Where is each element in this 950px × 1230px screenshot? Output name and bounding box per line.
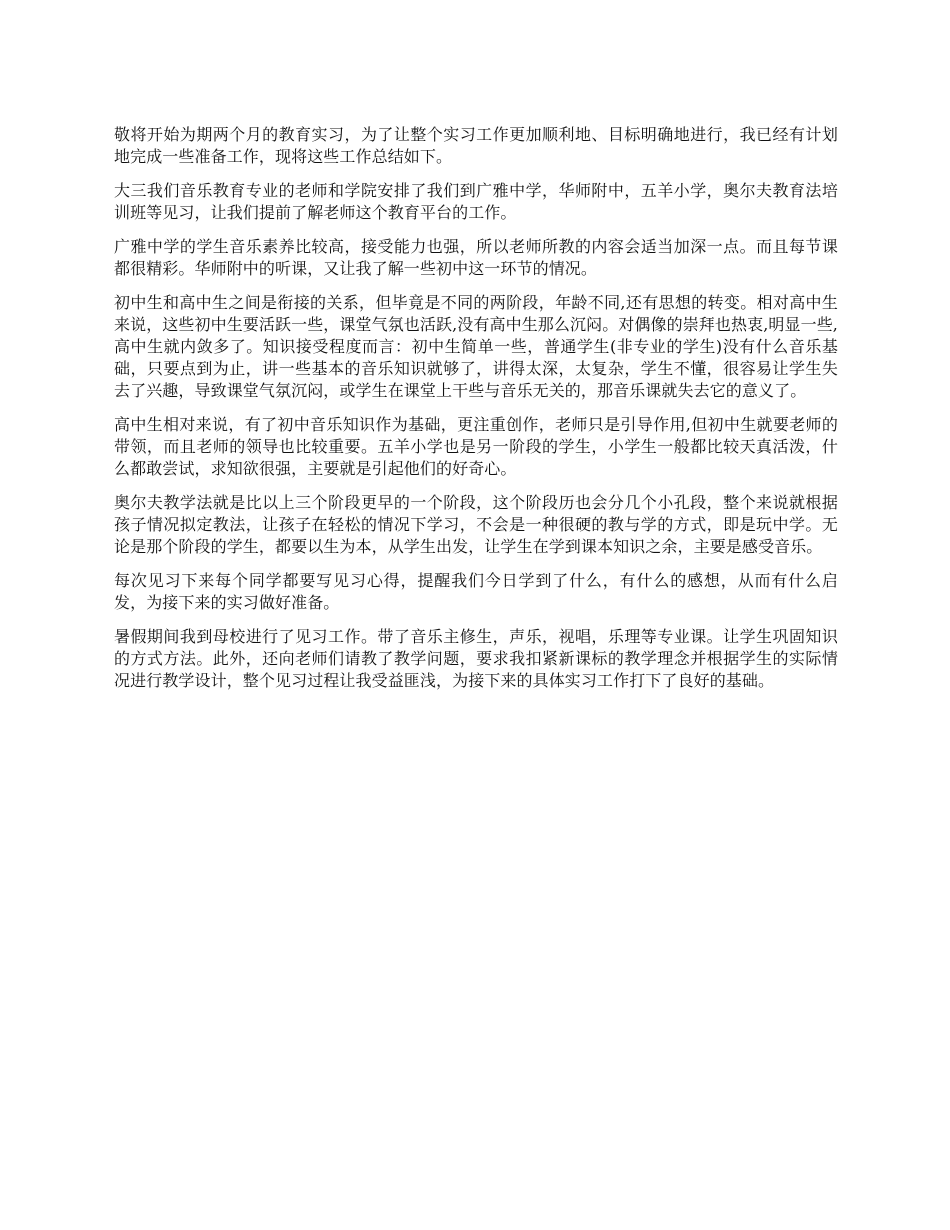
document-body (114, 124, 838, 704)
paragraph: 广雅中学的学生音乐素养比较高，接受能力也强，所以老师所教的内容会适当加深一点。而且每节课都很精彩。华师附中的听课，又让我了解一些初中这一环节的情况。 (114, 237, 838, 278)
paragraph: 奥尔夫教学法就是比以上三个阶段更早的一个阶段，这个阶段历也会分几个小孔段，整个来说就根据孩子情况拟定教法，让孩子在轻松的情况下学习，不会是一种很硬的教与学的方式，即是玩中学。无论是那个阶段的学生，都要以生为本，从学生出发，让学生在学到课本知识之余，主要是感受音乐。 (114, 493, 838, 556)
paragraph: 暑假期间我到母校进行了见习工作。带了音乐主修生，声乐，视唱，乐理等专业课。让学生巩固知识的方式方法。此外，还向老师们请教了教学问题，要求我扣紧新课标的教学理念并根据学生的实际情况进行教学设计，整个见习过程让我受益匪浅，为接下来的具体实习工作打下了良好的基础。 (114, 627, 838, 690)
paragraph: 高中生相对来说，有了初中音乐知识作为基础，更注重创作，老师只是引导作用,但初中生就要老师的带领，而且老师的领导也比较重要。五羊小学也是另一阶段的学生，小学生一般都比较天真活泼，什么都敢尝试，求知欲很强，主要就是引起他们的好奇心。 (114, 415, 838, 478)
paragraph: 敬将开始为期两个月的教育实习，为了让整个实习工作更加顺利地、目标明确地进行，我已经有计划地完成一些准备工作，现将这些工作总结如下。 (114, 125, 838, 166)
paragraph: 大三我们音乐教育专业的老师和学院安排了我们到广雅中学，华师附中，五羊小学，奥尔夫教育法培训班等见习，让我们提前了解老师这个教育平台的工作。 (114, 181, 838, 222)
paragraph: 每次见习下来每个同学都要写见习心得，提醒我们今日学到了什么，有什么的感想，从而有什么启发，为接下来的实习做好准备。 (114, 571, 838, 612)
paragraph: 初中生和高中生之间是衔接的关系，但毕竟是不同的两阶段，年龄不同,还有思想的转变。相对高中生来说，这些初中生要活跃一些，课堂气氛也活跃,没有高中生那么沉闷。对偶像的崇拜也热衷,明显一些,高中生就内敛多了。知识接受程度而言：初中生简单一些，普通学生(非专业的学生)没有什么音乐基础，只要点到为止，讲一些基本的音乐知识就够了，讲得太深，太复杂，学生不懂，很容易让学生失去了兴趣，导致课堂气氛沉闷，或学生在课堂上干些与音乐无关的，那音乐课就失去它的意义了。 (114, 293, 838, 400)
